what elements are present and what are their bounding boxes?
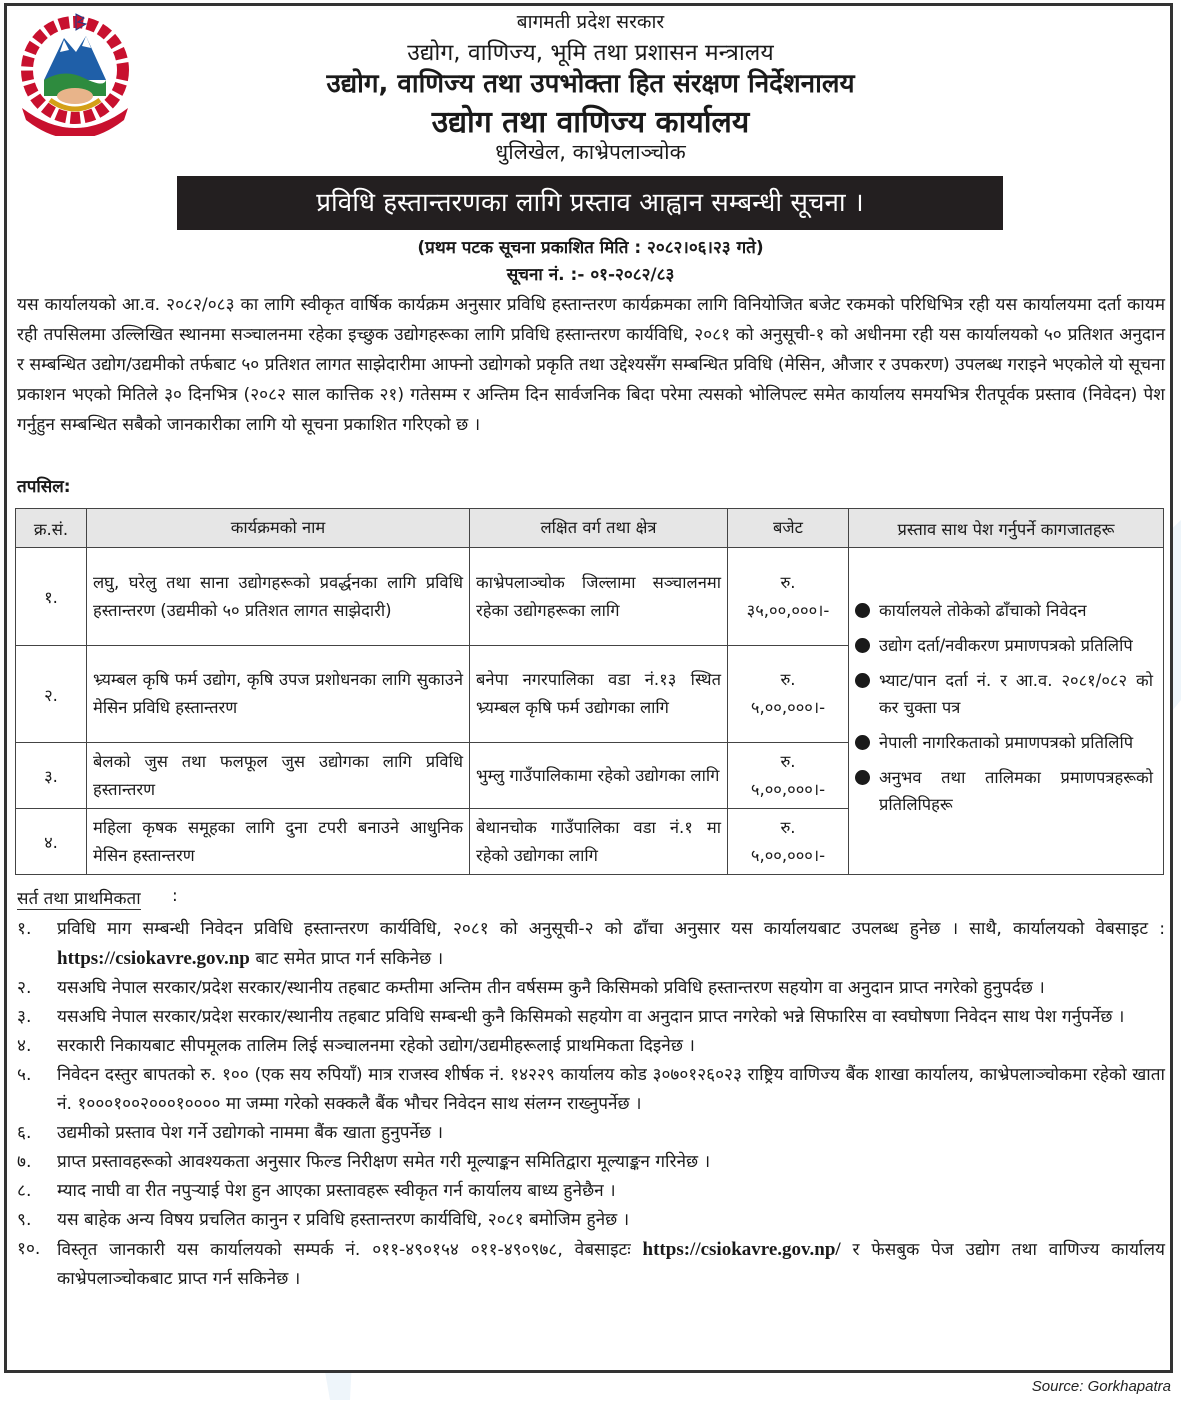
condition-item: ५. निवेदन दस्तुर बापतको रु. १०० (एक सय रुपियाँ) मात्र राजस्व शीर्षक नं. १४२२९ कार्यालय कोड ३०७०१२६०२३ राष्ट्रिय वाणिज्य बैंक शाखा कार्यालय, काभ्रेपलाञ्चोकमा रहेको खाता नं. १०००१००२०००१०००० मा जम्मा गरेको सक्कलै बैंक भौचर निवेदन साथ संलग्न राख्नुपर्नेछ । [17, 1065, 1165, 1114]
nepal-emblem-icon [14, 8, 136, 136]
row-target: काभ्रेपलाञ्चोक जिल्लामा सञ्चालनमा रहेका उद्योगहरूका लागि [470, 548, 728, 646]
col-target: लक्षित वर्ग तथा क्षेत्र [470, 509, 728, 548]
document-item: कार्यालयले तोकेको ढाँचाको निवेदन [855, 597, 1153, 624]
row-program-name: भ्र्यम्बल कृषि फर्म उद्योग, कृषि उपज प्रशोधनका लागि सुकाउने मेसिन प्रविधि हस्तान्तरण [87, 646, 470, 743]
row-program-name: लघु, घरेलु तथा साना उद्योगहरूको प्रवर्द्धनका लागि प्रविधि हस्तान्तरण (उद्यमीको ५० प्रतिशत लागत साझेदारी) [87, 548, 470, 646]
row-sn: ३. [16, 743, 87, 809]
header-location: धुलिखेल, काभ्रेपलाञ्चोक [495, 140, 686, 164]
documents-list [855, 597, 1157, 818]
source-credit: Source: Gorkhapatra [1031, 1378, 1171, 1395]
documents-cell [849, 548, 1164, 875]
header-directorate: उद्योग, वाणिज्य तथा उपभोक्ता हित संरक्षण निर्देशनालय [326, 69, 855, 99]
row-target: बेथानचोक गाउँपालिका वडा नं.१ मा रहेको उद्योगका लागि [470, 809, 728, 875]
document-item: उद्योग दर्ता/नवीकरण प्रमाणपत्रको प्रतिलिपि [855, 632, 1153, 659]
row-sn: १. [16, 548, 87, 646]
row-budget [728, 809, 849, 875]
document-item: भ्याट/पान दर्ता नं. र आ.व. २०८१/०८२ को कर चुक्ता पत्र [855, 667, 1153, 721]
condition-item: ८. म्याद नाघी वा रीत नपुऱ्याई पेश हुन आएका प्रस्तावहरू स्वीकृत गर्न कार्यालय बाध्य हुनेछैन । [17, 1181, 616, 1201]
intro-paragraph: यस कार्यालयको आ.व. २०८२/०८३ का लागि स्वीकृत वार्षिक कार्यक्रम अनुसार प्रविधि हस्तान्तरण कार्यक्रमका लागि विनियोजित बजेट रकमको परिधिभित्र रही यस कार्यालयमा दर्ता कायम रही तपसिलमा उल्लिखित स्थानमा सञ्चालनमा रहेका इच्छुक उद्योगहरूका लागि प्रविधि हस्तान्तरण कार्यविधि, २०८१ को अनुसूची-१ को अधीनमा रही यस कार्यालयको ५० प्रतिशत अनुदान र सम्बन्धित उद्योग/उद्यमीको तर्फबाट ५० प्रतिशत लागत साझेदारीमा आफ्नो उद्योगको प्रकृति तथा उद्देश्यसँग सम्बन्धित प्रविधि (मेसिन, औजार र उपकरण) उपलब्ध गराइने भएकोले यो सूचना प्रकाशन भएको मितिले ३० दिनभित्र (२०८२ साल कात्तिक २१) गतेसम्म र अन्तिम दिन सार्वजनिक बिदा परेमा त्यसको भोलिपल्ट समेत कार्यालय समयभित्र रीतपूर्वक प्रस्ताव (निवेदन) पेश गर्नुहुन सम्बन्धित सबैको जानकारीका लागि यो सूचना प्रकाशित गरिएको छ । [17, 295, 1165, 435]
notice-number: सूचना नं. :- ०१-२०८२/८३ [506, 265, 675, 285]
row-target: भुम्लु गाउँपालिकामा रहेको उद्योगका लागि [470, 743, 728, 809]
bullet-icon [855, 735, 870, 750]
budget-amount: ५,००,०००।- [750, 698, 826, 717]
bullet-icon [855, 673, 870, 688]
document-item: अनुभव तथा तालिमका प्रमाणपत्रहरूको प्रतिलिपिहरू [855, 764, 1153, 818]
condition-item: ९. यस बाहेक अन्य विषय प्रचलित कानुन र प्रविधि हस्तान्तरण कार्यविधि, २०८१ बमोजिम हुनेछ । [17, 1210, 630, 1230]
condition-item: १०. विस्तृत जानकारी यस कार्यालयको सम्पर्क नं. ०११-४९०१५४ ०११-४९०९७८, वेबसाइटः https://csiokavre.gov.np/ र फेसबुक पेज उद्योग तथा वाणिज्य कार्यालय काभ्रेपलाञ्चोकबाट प्राप्त गर्न सकिनेछ । [17, 1239, 1165, 1289]
bullet-icon [855, 603, 870, 618]
budget-amount: ३५,००,०००।- [746, 600, 830, 620]
conditions-title: सर्त तथा प्राथमिकता [17, 886, 141, 910]
col-budget: बजेट [728, 509, 849, 548]
conditions-list [17, 915, 1165, 1294]
col-program-name: कार्यक्रमको नाम [87, 509, 470, 548]
header-ministry: उद्योग, वाणिज्य, भूमि तथा प्रशासन मन्त्रालय [407, 40, 774, 66]
condition-item: १. प्रविधि माग सम्बन्धी निवेदन प्रविधि हस्तान्तरण कार्यविधि, २०८१ को अनुसूची-२ को ढाँचा अनुसार यस कार्यालयबाट उपलब्ध हुनेछ । साथै, कार्यालयको वेबसाइट : https://csiokavre.gov.np बाट समेत प्राप्त गर्न सकिनेछ । [17, 919, 1165, 969]
row-budget [728, 646, 849, 743]
publish-date: (प्रथम पटक सूचना प्रकाशित मिति : २०८२।०६।२३ गते) [417, 238, 764, 258]
row-sn: २. [16, 646, 87, 743]
budget-amount: ५,००,०००।- [750, 779, 826, 799]
notice-title-banner: प्रविधि हस्तान्तरणका लागि प्रस्ताव आह्वान सम्बन्धी सूचना । [177, 176, 1003, 230]
budget-prefix: रु. [780, 670, 796, 689]
header-office: उद्योग तथा वाणिज्य कार्यालय [431, 105, 750, 140]
row-budget [728, 548, 849, 646]
condition-item: २. यसअघि नेपाल सरकार/प्रदेश सरकार/स्थानीय तहबाट कम्तीमा अन्तिम तीन वर्षसम्म कुनै किसिमको प्रविधि हस्तान्तरण सहयोग वा अनुदान प्राप्त नगरेको हुनुपर्दछ । [17, 978, 1045, 998]
program-table [15, 508, 1164, 875]
document-item: नेपाली नागरिकताको प्रमाणपत्रको प्रतिलिपि [855, 729, 1153, 756]
col-documents: प्रस्ताव साथ पेश गर्नुपर्ने कागजातहरू [849, 509, 1164, 548]
row-target: बनेपा नगरपालिका वडा नं.१३ स्थित भ्र्यम्बल कृषि फर्म उद्योगका लागि [470, 646, 728, 743]
budget-amount: ५,००,०००।- [750, 845, 826, 865]
row-program-name: बेलको जुस तथा फलफूल जुस उद्योगका लागि प्रविधि हस्तान्तरण [87, 743, 470, 809]
bullet-icon [855, 638, 870, 653]
bullet-icon [855, 770, 870, 785]
row-sn: ४. [16, 809, 87, 875]
conditions-title-colon: : [172, 886, 178, 906]
col-sn: क्र.सं. [16, 509, 87, 548]
tapsil-label: तपसिल: [17, 477, 71, 497]
budget-prefix: रु. [780, 751, 796, 771]
row-budget [728, 743, 849, 809]
website-link[interactable]: https://csiokavre.gov.np [57, 948, 250, 969]
condition-item: ६. उद्यमीको प्रस्ताव पेश गर्ने उद्योगको नाममा बैंक खाता हुनुपर्नेछ । [17, 1123, 444, 1143]
table-header-row [16, 509, 1164, 548]
condition-item: ७. प्राप्त प्रस्तावहरूको आवश्यकता अनुसार फिल्ड निरीक्षण समेत गरी मूल्याङ्कन समितिद्वारा मूल्याङ्कन गरिनेछ । [17, 1152, 711, 1172]
website-link[interactable]: https://csiokavre.gov.np/ [642, 1239, 841, 1260]
condition-item: ४. सरकारी निकायबाट सीपमूलक तालिम लिई सञ्चालनमा रहेको उद्योग/उद्यमीहरूलाई प्राथमिकता दिइनेछ । [17, 1036, 695, 1056]
table-row [16, 548, 1164, 646]
condition-item: ३. यसअघि नेपाल सरकार/प्रदेश सरकार/स्थानीय तहबाट प्रविधि सम्बन्धी कुनै किसिमको सहयोग वा अनुदान प्राप्त नगरेको भन्ने सिफारिस वा स्वघोषणा निवेदन साथ पेश गर्नुपर्नेछ । [17, 1007, 1125, 1027]
budget-prefix: रु. [780, 817, 796, 837]
header-province: बागमती प्रदेश सरकार [516, 11, 665, 33]
row-program-name: महिला कृषक समूहका लागि दुना टपरी बनाउने आधुनिक मेसिन हस्तान्तरण [87, 809, 470, 875]
budget-prefix: रु. [780, 572, 796, 592]
